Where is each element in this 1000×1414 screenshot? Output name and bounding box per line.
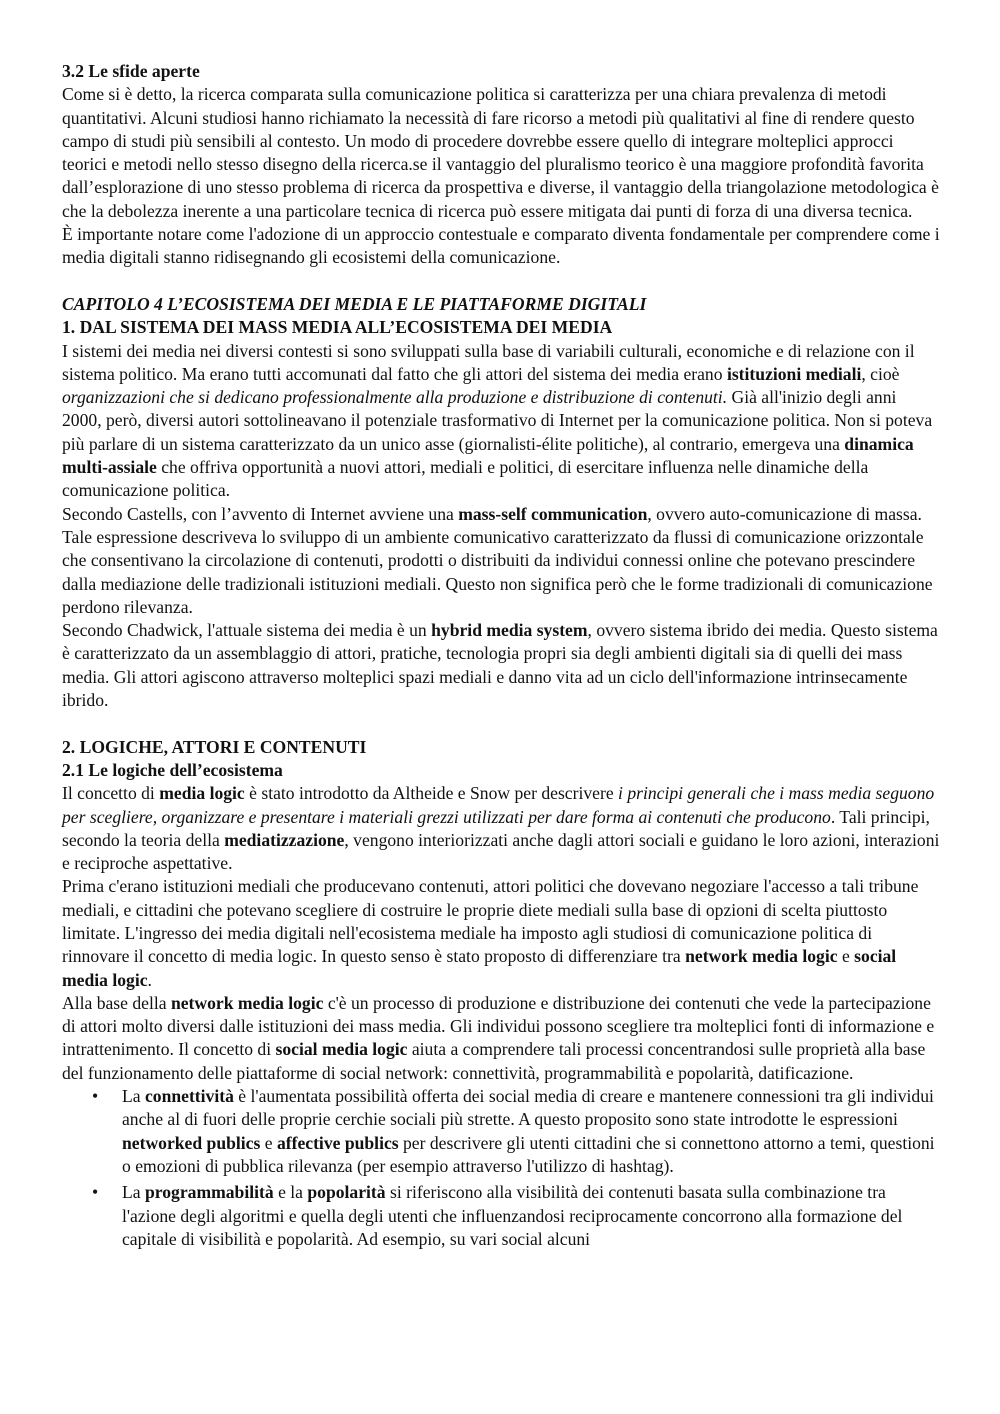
- chapter-title: CAPITOLO 4 L’ECOSISTEMA DEI MEDIA E LE PIATTAFORME DIGITALI: [62, 293, 647, 314]
- paragraph-3-2-first: Come si è detto, la ricerca comparata sulla comunicazione politica si caratterizza per una chiara prevalenza di metodi quantitativi. Alcuni studiosi hanno richiamato la necessità di fare ricorso a metodi più qualitativi al fine di rendere questo campo di studi più sensibili al contesto. Un modo di procedere dovrebbe essere quello di integrare molteplici approcci teorici e metodi nello stesso disegno della ricerca.se il vantaggio del pluralismo teorico è una maggiore profondità favorita dall’esplorazione di uno stesso problema di ricerca da prospettiva e diverse, il vantaggio della triangolazione metodologica è che la debolezza inerente a una particolare tecnica di ricerca può essere mitigata dai punti di forza di una diversa tecnica.: [62, 84, 939, 221]
- paragraph-media-systems: I sistemi dei media nei diversi contesti si sono sviluppati sulla base di variabili culturali, economiche e di relazione con il sistema politico. Ma erano tutti accomunati dal fatto che gli attori del sistema dei media erano istituzioni mediali, cioè organizzazioni che si dedicano professionalmente alla produzione e distribuzione di contenuti. Già all'inizio degli anni 2000, però, diversi autori sottolineavano il potenziale trasformativo di Internet per la comunicazione politica. Non si poteva più parlare di un sistema caratterizzato da un unico asse (giornalisti-élite politiche), al contrario, emergeva una dinamica multi-assiale che offriva opportunità a nuovi attori, mediali e politici, di esercitare influenza nelle dinamiche della comunicazione politica.: [62, 340, 933, 501]
- list-item: • La programmabilità e la popolarità si riferiscono alla visibilità dei contenuti basata sulla combinazione tra l'azione degli algoritmi e quella degli utenti che influenzandosi reciprocamente concorrono alla formazione del capitale di visibilità e popolarità. Ad esempio, su vari social alcuni: [122, 1181, 940, 1251]
- bullet-list: [62, 1085, 940, 1251]
- paragraph-digital-media: Prima c'erano istituzioni mediali che producevano contenuti, attori politici che dovevano negoziare l'accesso a tali tribune mediali, e cittadini che potevano scegliere di costruire le proprie diete mediali sulla base di opzioni di scelta piuttosto limitate. L'ingresso dei media digitali nell'ecosistema mediale ha imposto agli studiosi di comunicazione politica di rinnovare il concetto di media logic. In questo senso è stato proposto di differenziare tra network media logic e social media logic.: [62, 876, 919, 990]
- paragraph-chadwick: Secondo Chadwick, l'attuale sistema dei media è un hybrid media system, ovvero sistema ibrido dei media. Questo sistema è caratterizzato da un assemblaggio di attori, pratiche, tecnologia propri sia degli ambienti digitali sia di quelli dei mass media. Gli attori agiscono attraverso molteplici spazi mediali e danno vita ad un ciclo dell'informazione intrinsecamente ibrido.: [62, 620, 938, 711]
- paragraph-3-2-second: È importante notare come l'adozione di un approccio contestuale e comparato diventa fondamentale per comprendere come i media digitali stanno ridisegnando gli ecosistemi della comunicazione.: [62, 224, 940, 268]
- spacer: [62, 712, 940, 735]
- section-heading-1: 1. DAL SISTEMA DEI MASS MEDIA ALL’ECOSISTEMA DEI MEDIA: [62, 317, 613, 338]
- paragraph-network-media-logic: Alla base della network media logic c'è un processo di produzione e distribuzione dei contenuti che vede la partecipazione di attori molto diversi dalle istituzioni dei mass media. Gli individui possono scegliere tra molteplici fonti di informazione e intrattenimento. Il concetto di social media logic aiuta a comprendere tali processi concentrandosi sulle proprietà alla base del funzionamento delle piattaforme di social network: connettività, programmabilità e popolarità, datificazione.: [62, 992, 935, 1083]
- subsection-heading-2-1: 2.1 Le logiche dell’ecosistema: [62, 759, 283, 780]
- paragraph-castells: Secondo Castells, con l’avvento di Internet avviene una mass-self communication, ovvero auto-comunicazione di massa. Tale espressione descriveva lo sviluppo di un ambiente comunicativo caratterizzato da flussi di comunicazione orizzontale che consentivano la circolazione di contenuti, prodotti o distribuiti da individui connessi online che potevano prescindere dalla mediazione delle tradizionali istituzioni mediali. Questo non significa però che le forme tradizionali di comunicazione perdono rilevanza.: [62, 503, 933, 617]
- paragraph-media-logic: Il concetto di media logic è stato introdotto da Altheide e Snow per descrivere i principi generali che i mass media seguono per scegliere, organizzare e presentare i materiali grezzi utilizzati per dare forma ai contenuti che producono. Tali principi, secondo la teoria della mediatizzazione, vengono interiorizzati anche dagli attori sociali e guidano le loro azioni, interazioni e reciproche aspettative.: [62, 783, 940, 874]
- section-heading-3-2: 3.2 Le sfide aperte: [62, 61, 200, 81]
- list-item: • La connettività è l'aumentata possibilità offerta dei social media di creare e mantenere connessioni tra gli individui anche al di fuori delle proprie cerchie sociali più strette. A questo proposito sono state introdotte le espressioni networked publics e affective publics per descrivere gli utenti cittadini che si connettono attorno a temi, questioni o emozioni di pubblica rilevanza (per esempio attraverso l'utilizzo di hashtag).: [122, 1085, 940, 1178]
- section-heading-2: 2. LOGICHE, ATTORI E CONTENUTI: [62, 736, 367, 757]
- spacer: [62, 270, 940, 293]
